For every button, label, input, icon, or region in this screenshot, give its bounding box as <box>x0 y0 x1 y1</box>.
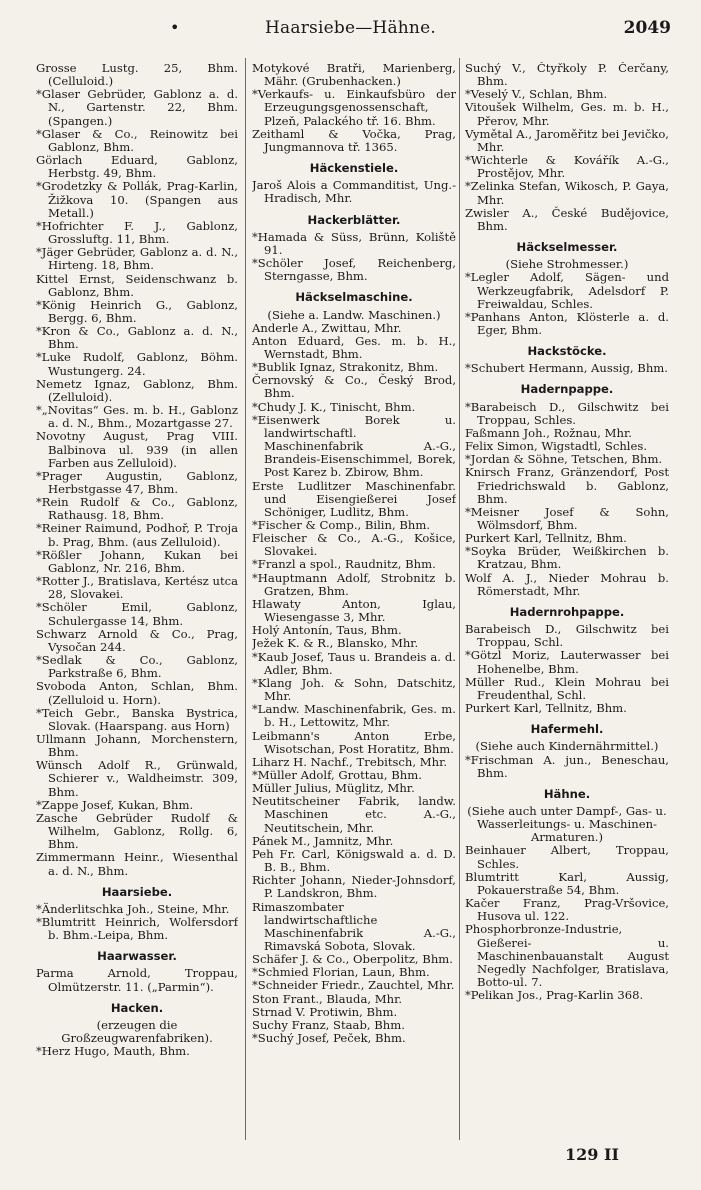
directory-entry: Schwarz Arnold & Co., Prag, Vysočan 244. <box>36 626 238 654</box>
cross-reference-note: (Siehe auch unter Dampf-, Gas- u. Wasserleitungs- u. Maschinen-Armaturen.) <box>467 803 667 845</box>
directory-entry: *Schöler Emil, Gablonz, Schulergasse 14, Bhm. <box>36 600 238 628</box>
directory-entry: Felix Simon, Wigstadtl, Schles. <box>465 439 648 454</box>
directory-entry: *Frischman A. jun., Beneschau, Bhm. <box>465 752 669 780</box>
directory-entry: Anton Eduard, Ges. m. b. H., Wernstadt, Bhm. <box>252 333 456 361</box>
directory-entry: Suchý V., Čtyřkoly P. Čerčany, Bhm. <box>465 62 669 89</box>
directory-entry: Ježek K. & R., Blansko, Mhr. <box>252 636 419 651</box>
directory-entry: Zasche Gebrüder Rudolf & Wilhelm, Gablonz, Rollg. 6, Bhm. <box>36 810 238 852</box>
section-heading: Häckenstiele. <box>309 161 399 176</box>
directory-entry: *Landw. Maschinenfabrik, Ges. m. b. H., Lettowitz, Mhr. <box>252 702 456 730</box>
directory-entry: *Schöler Josef, Reichenberg, Sterngasse, Bhm. <box>252 256 456 284</box>
directory-entry: Suchy Franz, Staab, Bhm. <box>252 1017 405 1032</box>
directory-entry: Vymětal A., Jaroměřitz bei Jevičko, Mhr. <box>465 126 669 154</box>
directory-entry: *Chudy J. K., Tinischt, Bhm. <box>252 399 416 414</box>
directory-entry: Richter Johann, Nieder-Johnsdorf, P. Landskron, Bhm. <box>252 873 456 901</box>
section-heading: Hadernrohpappe. <box>509 604 625 619</box>
directory-entry: *Franzl a spol., Raudnitz, Bhm. <box>252 557 436 572</box>
directory-entry: Parma Arnold, Troppau, Olmützerstr. 11. („Parmin“). <box>36 966 238 994</box>
column-divider <box>459 58 460 1140</box>
directory-entry: *Pelikan Jos., Prag-Karlin 368. <box>465 988 644 1003</box>
directory-entry: Erste Ludlitzer Maschinenfabr. und Eisengießerei Josef Schöniger, Ludlitz, Bhm. <box>252 478 456 519</box>
cross-reference-note: (erzeugen die Großzeugwarenfabriken). <box>61 1017 213 1046</box>
directory-entry: *König Heinrich G., Gablonz, Bergg. 6, Bhm. <box>36 297 238 325</box>
directory-entry: *Hauptmann Adolf, Strobnitz b. Gratzen, Bhm. <box>252 570 456 598</box>
directory-entry: Müller Rud., Klein Mohrau bei Freudenthal, Schl. <box>465 674 669 702</box>
directory-entry: Zwisler A., České Budějovice, Bhm. <box>465 205 669 233</box>
directory-entry: Liharz H. Nachf., Trebitsch, Mhr. <box>252 754 448 769</box>
directory-entry: *Rein Rudolf & Co., Gablonz, Rathausg. 18, Bhm. <box>36 495 238 523</box>
directory-entry: Wünsch Adolf R., Grünwald, Schierer v., Waldheimstr. 309, Bhm. <box>36 758 238 799</box>
running-title: Haarsiebe—Hähne. <box>265 18 436 38</box>
directory-entry: *Glaser & Co., Reinowitz bei Gablonz, Bhm. <box>36 126 238 154</box>
directory-entry: Ullmann Johann, Morchenstern, Bhm. <box>36 731 238 760</box>
directory-entry: *Grodetzky & Pollák, Prag-Karlin, Žižkova 10. (Spangen aus Metall.) <box>36 179 238 220</box>
directory-entry: Jaroš Alois a Commanditist, Ung.-Hradisch, Mhr. <box>252 178 456 206</box>
directory-entry: *Götzl Moriz, Lauterwasser bei Hohenelbe, Bhm. <box>465 648 669 676</box>
directory-entry: *Meisner Josef & Sohn, Wölmsdorf, Bhm. <box>465 504 669 532</box>
directory-entry: *Jäger Gebrüder, Gablonz a. d. N., Hirteng. 18, Bhm. <box>36 245 238 273</box>
cross-reference-note: (Siehe Strohmesser.) <box>505 257 629 272</box>
directory-entry: *Panhans Anton, Klösterle a. d. Eger, Bhm. <box>465 309 669 337</box>
directory-entry: *Schubert Hermann, Aussig, Bhm. <box>465 361 668 376</box>
directory-entry: *Hofrichter F. J., Gablonz, Grossluftg. 11, Bhm. <box>36 218 238 247</box>
page-number: 2049 <box>623 18 671 38</box>
directory-entry: *Zelinka Stefan, Wikosch, P. Gaya, Mhr. <box>465 179 669 207</box>
directory-entry: *Jordan & Söhne, Tetschen, Bhm. <box>465 452 663 467</box>
directory-entry: *Luke Rudolf, Gablonz, Böhm. Wustungerg. 24. <box>36 350 238 378</box>
directory-entry: *Kron & Co., Gablonz a. d. N., Bhm. <box>36 324 238 352</box>
directory-entry: Grosse Lustg. 25, Bhm. (Celluloid.) <box>36 62 238 89</box>
directory-entry: Novotny August, Prag VIII. Balbinova ul. 939 (in allen Farben aus Zelluloid). <box>36 429 238 470</box>
directory-entry: Peh Fr. Carl, Königswald a. d. D. B. B., Bhm. <box>252 846 456 875</box>
directory-entry: *Bublik Ignaz, Strakonitz, Bhm. <box>252 360 439 375</box>
column-divider <box>245 58 246 1140</box>
section-heading: Häckselmesser. <box>516 240 618 255</box>
directory-entry: *Rotter J., Bratislava, Kertész utca 28, Slovakei. <box>36 574 238 602</box>
directory-entry: *Glaser Gebrüder, Gablonz a. d. N., Gartenstr. 22, Bhm. (Spangen.) <box>36 87 238 128</box>
directory-entry: Motykové Bratři, Marienberg, Mähr. (Grubenhacken.) <box>252 62 456 89</box>
directory-entry: Barabeisch D., Gilschwitz bei Troppau, Schl. <box>465 622 669 650</box>
directory-entry: *Müller Adolf, Grottau, Bhm. <box>252 767 422 782</box>
directory-entry: Faßmann Joh., Rožnau, Mhr. <box>465 425 632 440</box>
directory-entry: Kittel Ernst, Seidenschwanz b. Gablonz, Bhm. <box>36 271 238 299</box>
directory-entry: *Schmied Florian, Laun, Bhm. <box>252 965 430 980</box>
directory-entry: Vitoušek Wilhelm, Ges. m. b. H., Přerov, Mhr. <box>465 100 669 128</box>
directory-entry: Phosphorbronze-Industrie, Gießerei- u. Maschinenbauanstalt August Negedly Nachfolger, Bratislava, Botto-ul. 7. <box>465 922 669 989</box>
cross-reference-note: (Siehe auch Kindernährmittel.) <box>475 739 659 754</box>
directory-entry: *Wichterle & Kovářík A.-G., Prostějov, Mhr. <box>465 153 669 181</box>
directory-entry: Wolf A. J., Nieder Mohrau b. Römerstadt, Mhr. <box>465 570 669 598</box>
directory-entry: *Reiner Raimund, Podhoř, P. Troja b. Prag, Bhm. (aus Zelluloid). <box>36 521 238 549</box>
directory-entry: *Kaub Josef, Taus u. Brandeis a. d. Adler, Bhm. <box>252 649 456 677</box>
directory-entry: *Zappe Josef, Kukan, Bhm. <box>36 797 194 812</box>
cross-reference-note: (Siehe a. Landw. Maschinen.) <box>267 307 441 322</box>
directory-entry: Purkert Karl, Tellnitz, Bhm. <box>465 531 627 546</box>
directory-entry: Leibmann's Anton Erbe, Wisotschan, Post Horatitz, Bhm. <box>252 728 456 756</box>
sheet-signature: 129 II <box>565 1145 619 1164</box>
directory-entry: Purkert Karl, Tellnitz, Bhm. <box>465 701 627 716</box>
directory-entry: *Blumtritt Heinrich, Wolfersdorf b. Bhm.-Leipa, Bhm. <box>36 915 238 943</box>
directory-entry: Zimmermann Heinr., Wiesenthal a. d. N., Bhm. <box>36 850 238 878</box>
directory-entry: *Prager Augustin, Gablonz, Herbstgasse 47, Bhm. <box>36 468 238 496</box>
column-1 <box>36 62 238 1152</box>
section-heading: Hackstöcke. <box>527 344 607 359</box>
directory-entry: Nemetz Ignaz, Gablonz, Bhm. (Zelluloid). <box>36 376 238 404</box>
directory-entry: *Herz Hugo, Mauth, Bhm. <box>36 1044 190 1059</box>
directory-entry: *Rößler Johann, Kukan bei Gablonz, Nr. 216, Bhm. <box>36 547 238 575</box>
directory-entry: *Hamada & Süss, Brünn, Koliště 91. <box>252 229 456 257</box>
directory-entry: Zeithaml & Vočka, Prag, Jungmannova tř. 1365. <box>252 126 456 154</box>
directory-entry: *Suchý Josef, Peček, Bhm. <box>252 1031 406 1046</box>
directory-entry: Beinhauer Albert, Troppau, Schles. <box>465 843 669 871</box>
section-heading: Häckselmaschine. <box>295 290 413 305</box>
directory-entry: *Eisenwerk Borek u. landwirtschaftl. Maschinenfabrik A.-G., Brandeis-Eisenschimmel, Borek, Post Karez b. Zbirow, Bhm. <box>252 412 456 480</box>
directory-entry: *Legler Adolf, Sägen- und Werkzeugfabrik, Adelsdorf P. Freiwaldau, Schles. <box>465 270 669 311</box>
directory-entry: Fleischer & Co., A.-G., Košice, Slovakei. <box>252 531 456 559</box>
directory-entry: Pánek M., Jamnitz, Mhr. <box>252 833 394 848</box>
directory-entry: *Änderlitschka Joh., Steine, Mhr. <box>36 901 230 916</box>
directory-entry: *Klang Joh. & Sohn, Datschitz, Mhr. <box>252 675 456 704</box>
directory-entry: Knirsch Franz, Gränzendorf, Post Friedrichswald b. Gablonz, Bhm. <box>465 465 669 506</box>
directory-entry: Anderle A., Zwittau, Mhr. <box>252 320 402 335</box>
section-heading: Hadernpappe. <box>520 382 614 397</box>
section-heading: Hacken. <box>110 1000 164 1015</box>
directory-entry: Kačer Franz, Prag-Vršovice, Husova ul. 122. <box>465 896 669 924</box>
directory-entry: Holý Antonín, Taus, Bhm. <box>252 623 402 638</box>
header-bullet: • <box>170 18 180 37</box>
directory-entry: Svoboda Anton, Schlan, Bhm. (Zelluloid u. Horn). <box>36 679 238 707</box>
directory-entry: *Soyka Brüder, Weißkirchen b. Kratzau, Bhm. <box>465 544 669 572</box>
directory-entry: *„Novitas“ Ges. m. b. H., Gablonz a. d. N., Bhm., Mozartgasse 27. <box>36 403 238 431</box>
section-heading: Hähne. <box>543 786 591 801</box>
column-2 <box>252 62 456 1152</box>
directory-entry: *Verkaufs- u. Einkaufsbüro der Erzeugungsgenossenschaft, Plzeň, Palackého tř. 16. Bhm. <box>252 87 456 128</box>
directory-entry: Ston Frant., Blauda, Mhr. <box>252 991 403 1006</box>
directory-entry: *Schneider Friedr., Zauchtel, Mhr. <box>252 978 455 993</box>
directory-entry: Černovský & Co., Český Brod, Bhm. <box>252 373 456 401</box>
directory-entry: Hlawaty Anton, Iglau, Wiesengasse 3, Mhr. <box>252 596 456 625</box>
directory-entry: *Barabeisch D., Gilschwitz bei Troppau, Schles. <box>465 399 669 427</box>
directory-entry: Neutitscheiner Fabrik, landw. Maschinen etc. A.-G., Neutitschein, Mhr. <box>252 794 456 835</box>
directory-entry: Müller Julius, Müglitz, Mhr. <box>252 781 415 796</box>
section-heading: Hafermehl. <box>530 722 604 737</box>
directory-entry: Schäfer J. & Co., Oberpolitz, Bhm. <box>252 952 453 967</box>
directory-entry: Strnad V. Protiwin, Bhm. <box>252 1004 398 1019</box>
directory-entry: *Veselý V., Schlan, Bhm. <box>465 87 608 102</box>
column-3 <box>465 62 669 1152</box>
page-header <box>30 18 671 44</box>
directory-entry: *Sedlak & Co., Gablonz, Parkstraße 6, Bhm. <box>36 653 238 681</box>
directory-entry: Blumtritt Karl, Aussig, Pokauerstraße 54, Bhm. <box>465 869 669 897</box>
directory-entry: *Fischer & Comp., Bilin, Bhm. <box>252 518 431 532</box>
section-heading: Haarsiebe. <box>101 884 173 899</box>
directory-entry: Rimaszombater landwirtschaftliche Maschinenfabrik A.-G., Rimavská Sobota, Slovak. <box>252 899 456 953</box>
directory-entry: *Teich Gebr., Banska Bystrica, Slovak. (Haarspang. aus Horn) <box>36 705 238 733</box>
section-heading: Haarwasser. <box>97 949 177 964</box>
directory-entry: Görlach Eduard, Gablonz, Herbstg. 49, Bhm. <box>36 153 238 181</box>
section-heading: Hackerblätter. <box>307 212 401 227</box>
